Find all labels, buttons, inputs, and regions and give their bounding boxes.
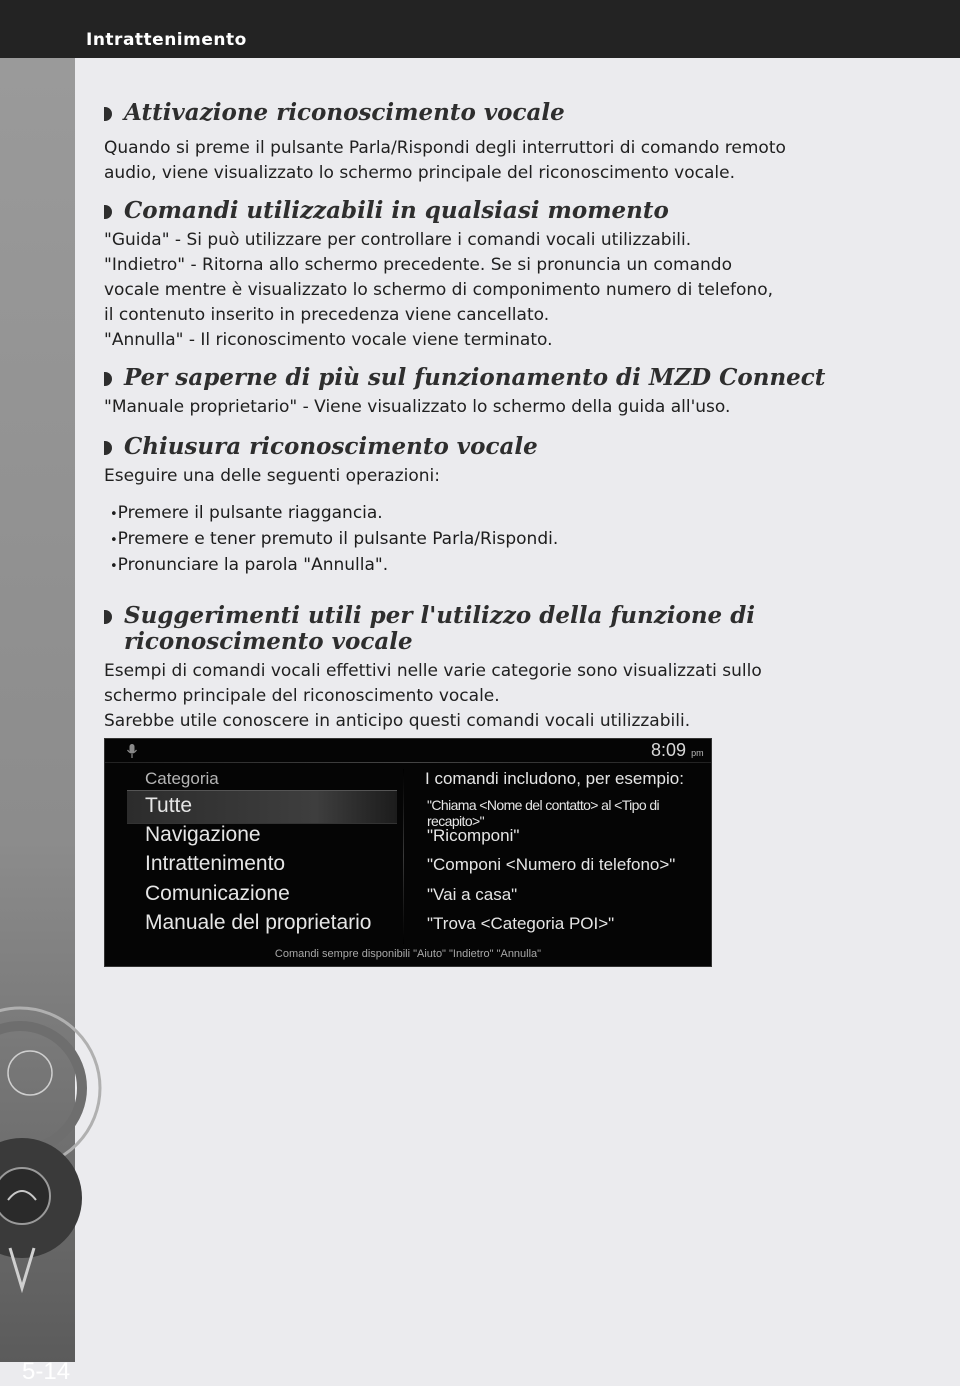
example-command: "Componi <Numero di telefono>": [427, 855, 676, 874]
example-command: "Ricomponi": [427, 826, 520, 845]
category-item[interactable]: Comunicazione: [145, 882, 290, 905]
page-section-title: Intrattenimento: [86, 30, 247, 50]
paragraph-line: schermo principale del riconoscimento vocale.: [104, 686, 500, 706]
paragraph-line: "Indietro" - Ritorna allo schermo precedente. Se si pronuncia un comando: [104, 255, 733, 275]
paragraph-line: Sarebbe utile conoscere in anticipo questi comandi vocali utilizzabili.: [104, 711, 691, 731]
section-marker-icon: [104, 372, 112, 386]
bullet-list: [104, 501, 884, 579]
category-item[interactable]: Tutte: [145, 794, 193, 817]
section-closing: [104, 434, 884, 579]
paragraph-line: Quando si preme il pulsante Parla/Rispondi degli interruttori di comando remoto: [104, 138, 786, 158]
page-number: 5-14: [22, 1358, 71, 1385]
examples-header: I comandi includono, per esempio:: [425, 769, 684, 788]
steering-wheel-image: [0, 938, 75, 1362]
mazda-emblem-icon: [0, 1168, 50, 1224]
section-marker-icon: [104, 441, 112, 455]
paragraph-line: "Manuale proprietario" - Viene visualizzato lo schermo della guida all'uso.: [104, 397, 731, 417]
clock: 8:09 pm: [651, 740, 704, 760]
paragraph-line: vocale mentre è visualizzato lo schermo di componimento numero di telefono,: [104, 280, 774, 300]
section-marker-icon: [104, 205, 112, 219]
example-command: "Vai a casa": [427, 885, 518, 904]
section-marker-icon: [104, 107, 112, 121]
category-item[interactable]: Manuale del proprietario: [145, 911, 372, 934]
category-header: Categoria: [145, 769, 219, 788]
section-heading: Attivazione riconoscimento vocale: [104, 100, 884, 126]
header-bar: [0, 0, 960, 58]
example-command: "Chiama <Nome del contatto> al <Tipo di recapito>": [427, 797, 660, 829]
main-content: [104, 100, 884, 744]
category-item[interactable]: Navigazione: [145, 823, 261, 846]
section-marker-icon: [104, 610, 112, 624]
category-item[interactable]: Intrattenimento: [145, 852, 286, 875]
section-heading: Suggerimenti utili per l'utilizzo della funzione di riconoscimento vocale: [104, 603, 884, 655]
paragraph-line: "Guida" - Si può utilizzare per controllare i comandi vocali utilizzabili.: [104, 230, 692, 250]
paragraph-line: Esempi di comandi vocali effettivi nelle varie categorie sono visualizzati sullo: [104, 661, 762, 681]
list-item: • Premere e tener premuto il pulsante Parla/Rispondi.: [104, 527, 884, 553]
example-command: "Trova <Categoria POI>": [427, 914, 615, 933]
always-available-commands: Comandi sempre disponibili "Aiuto" "Indietro" "Annulla": [274, 948, 542, 960]
section-activation: [104, 100, 884, 186]
section-heading: Comandi utilizzabili in qualsiasi momento: [104, 198, 884, 224]
paragraph-line: audio, viene visualizzato lo schermo principale del riconoscimento vocale.: [104, 163, 735, 183]
list-item: • Pronunciare la parola "Annulla".: [104, 553, 884, 579]
section-tips: [104, 603, 884, 734]
section-heading: Chiusura riconoscimento vocale: [104, 434, 884, 460]
paragraph-line: il contenuto inserito in precedenza viene cancellato.: [104, 305, 550, 325]
section-commands: [104, 198, 884, 353]
section-more-info: [104, 365, 884, 420]
paragraph-line: Eseguire una delle seguenti operazioni:: [104, 466, 440, 486]
sidebar-decoration: [0, 58, 75, 1385]
paragraph-line: "Annulla" - Il riconoscimento vocale viene terminato.: [104, 330, 553, 350]
section-heading: Per saperne di più sul funzionamento di MZD Connect: [104, 365, 884, 391]
voice-recognition-screen: [104, 738, 712, 967]
microphone-icon: [126, 743, 138, 759]
list-item: • Premere il pulsante riaggancia.: [104, 501, 884, 527]
